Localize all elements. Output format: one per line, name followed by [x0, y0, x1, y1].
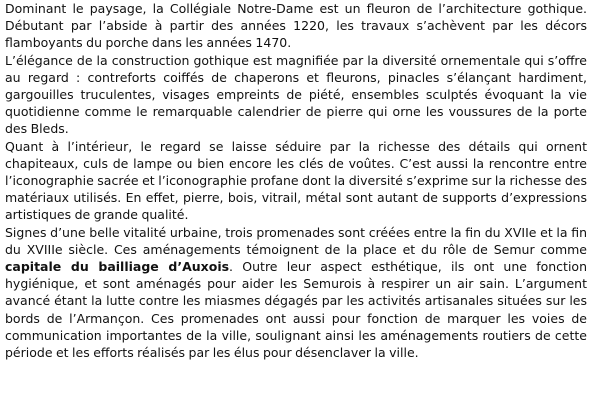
paragraph-interieur: Quant à l’intérieur, le regard se laisse séduire par la richesse des détails qui ornent chapiteaux, culs de lampe ou bien encore les clés de voûtes. C’est aussi la rencontre entre l’iconographie sacrée et l’iconographie profane dont la diversité s’exprime sur la richesse des matériaux utilisés. En effet, pierre, bois, vitrail, métal sont autant de supports d’expressions artistiques de grande qualité.: [5, 138, 587, 223]
paragraph-promenades-text-after: . Outre leur aspect esthétique, ils ont une fonction hygiénique, et sont aménagés pour aider les Semurois à respirer un air sain. L’argument avancé étant la lutte contre les miasmes dégagés par les activités artisanales situées sur les bords de l’Armançon. Ces promenades ont aussi pour fonction de marquer les voies de communication importantes de la ville, soulignant ainsi les aménagements routiers de cette période et les efforts réalisés par les élus pour désenclaver la ville.: [5, 259, 587, 361]
bailliage-emphasis: capitale du bailliage d’Auxois: [5, 259, 230, 275]
paragraph-promenades-text-before: Signes d’une belle vitalité urbaine, trois promenades sont créées entre la fin du XVIIe et la fin du XVIIIe siècle. Ces aménagements témoignent de la place et du rôle de Semur comme: [5, 224, 587, 257]
paragraph-promenades: [5, 224, 587, 362]
paragraph-collegiale-intro: Dominant le paysage, la Collégiale Notre-Dame est un fleuron de l’architecture gothique. Débutant par l’abside à partir des années 1220, les travaux s’achèvent par les décors flamboyants du porche dans les années 1470.: [5, 1, 587, 51]
paragraph-ornementation: L’élégance de la construction gothique est magnifiée par la diversité ornementale qui s’offre au regard : contreforts coiffés de chaperons et fleurons, pinacles s’élançant hardiment, gargouilles truculentes, visages empreints de piété, ensembles sculptés évoquant la vie quotidienne comme le remarquable calendrier de pierre qui orne les voussures de la porte des Bleds.: [5, 52, 587, 137]
